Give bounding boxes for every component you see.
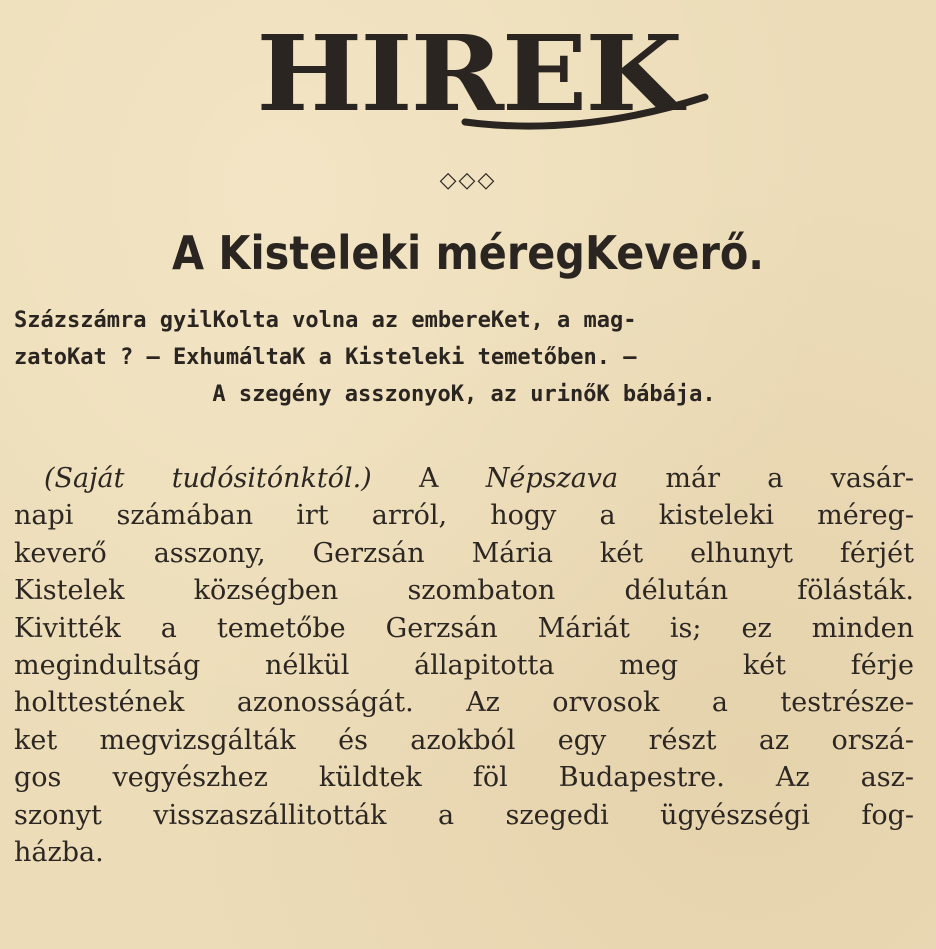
body-line: [14, 460, 914, 497]
body-line: holttestének azonosságát. Az orvosok a testrésze-: [14, 687, 914, 719]
article-subhead: [14, 302, 914, 413]
byline: (Saját tudósitónktól.): [44, 463, 372, 494]
body-line: Kistelek községben szombaton délután fölásták.: [14, 575, 914, 607]
article-body: [14, 460, 914, 871]
body-line: napi számában irt arról, hogy a kisteleki méreg-: [14, 500, 914, 532]
paper-name: Népszava: [485, 463, 619, 494]
subhead-line: A szegény asszonyoK, az urinőK bábája.: [212, 382, 716, 407]
divider-ornament: ◇◇◇: [439, 168, 497, 193]
body-line: szonyt visszaszállitották a szegedi ügyészségi fog-: [14, 799, 914, 831]
body-line: keverő asszony, Gerzsán Mária két elhunyt férjét: [14, 537, 914, 569]
body-text: már a vasár-: [665, 463, 914, 494]
body-line: házba.: [14, 837, 104, 869]
masthead-swash-ornament: [460, 92, 710, 132]
article-headline: A Kisteleki méregKeverő.: [171, 226, 765, 280]
subhead-line: Százszámra gyilKolta volna az embereKet, a mag-: [14, 308, 637, 333]
body-line: ket megvizsgálták és azokból egy részt az orszá-: [14, 724, 914, 756]
body-line: megindultság nélkül állapitotta meg két férje: [14, 650, 914, 682]
body-text: A: [418, 463, 439, 494]
body-line: Kivitték a temetőbe Gerzsán Máriát is; ez minden: [14, 612, 914, 644]
section-title: HIREK: [255, 12, 681, 135]
subhead-line: zatoKat ? — ExhumáltaK a Kisteleki temetőben. —: [14, 345, 637, 370]
body-line: gos vegyészhez küldtek föl Budapestre. Az asz-: [14, 762, 914, 794]
